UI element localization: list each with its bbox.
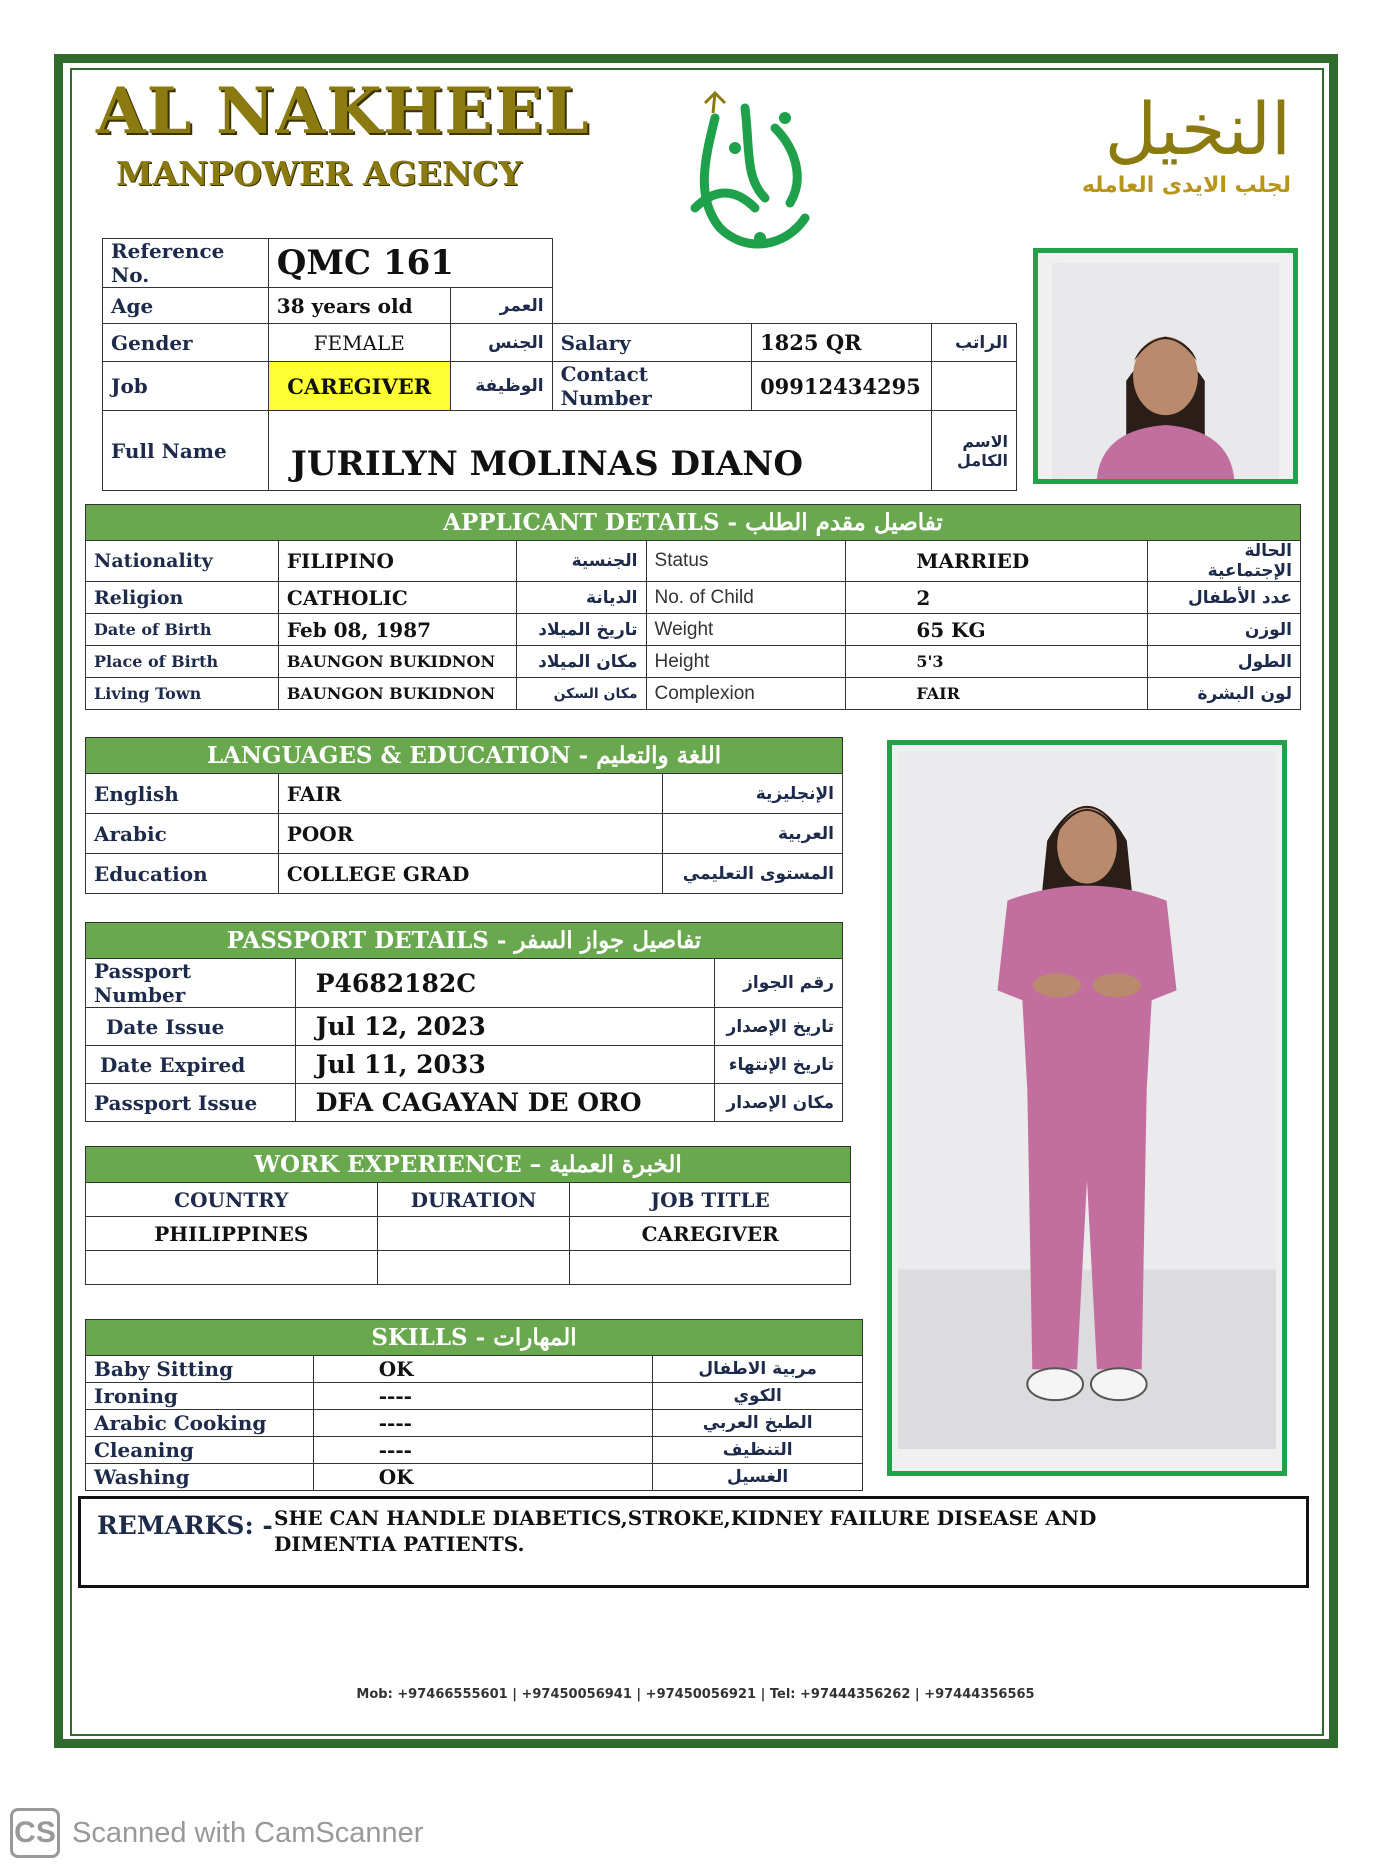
job-label: Job (103, 362, 269, 411)
weight-arabic: الوزن (1148, 614, 1301, 646)
skill-arabic-cooking-arabic: الطبخ العربي (653, 1410, 863, 1437)
table-row (86, 854, 843, 894)
camscanner-watermark (10, 1808, 423, 1858)
work-country: PHILIPPINES (86, 1217, 378, 1251)
full-body-photo (887, 740, 1287, 1476)
date-expired-label: Date Expired (86, 1046, 296, 1084)
reference-value: QMC 161 (268, 239, 552, 288)
date-expired-arabic: تاريخ الإنتهاء (715, 1046, 843, 1084)
table-row (86, 1437, 863, 1464)
table-row (86, 1356, 863, 1383)
children-value: 2 (846, 582, 1148, 614)
nationality-label: Nationality (86, 541, 279, 582)
skill-ironing-label: Ironing (86, 1383, 314, 1410)
agency-logo-english (96, 74, 590, 193)
fullname-value: JURILYN MOLINAS DIANO (268, 411, 931, 491)
skill-arabic-cooking-label: Arabic Cooking (86, 1410, 314, 1437)
remarks-box (78, 1496, 1309, 1588)
skill-washing-label: Washing (86, 1464, 314, 1491)
skill-ironing-value: ---- (313, 1383, 653, 1410)
skill-baby-sitting-arabic: مربية الاطفال (653, 1356, 863, 1383)
remarks-label: REMARKS: - (97, 1511, 273, 1540)
salary-label: Salary (552, 324, 751, 362)
work-duration (377, 1217, 570, 1251)
children-arabic: عدد الأطفال (1148, 582, 1301, 614)
camscanner-text: Scanned with CamScanner (72, 1816, 424, 1849)
table-row (86, 1046, 843, 1084)
passport-section-title: PASSPORT DETAILS - تفاصيل جواز السفر (86, 923, 843, 959)
agency-logo-arabic (1081, 87, 1291, 199)
table-row (86, 774, 843, 814)
col-job-title: JOB TITLE (570, 1183, 851, 1217)
dob-value: Feb 08, 1987 (278, 614, 516, 646)
table-row (86, 1084, 843, 1122)
agency-name: AL NAKHEEL (96, 74, 590, 149)
skill-baby-sitting-label: Baby Sitting (86, 1356, 314, 1383)
work-country (86, 1251, 378, 1285)
skill-cleaning-value: ---- (313, 1437, 653, 1464)
religion-arabic: الديانة (516, 582, 646, 614)
children-label: No. of Child (646, 582, 846, 614)
complexion-label: Complexion (646, 678, 846, 710)
gender-arabic: الجنس (450, 324, 552, 362)
religion-label: Religion (86, 582, 279, 614)
work-experience-table (85, 1146, 851, 1285)
fullname-label: Full Name (103, 411, 269, 491)
job-value: CAREGIVER (268, 362, 450, 411)
table-row (86, 1217, 851, 1251)
skill-cleaning-label: Cleaning (86, 1437, 314, 1464)
applicant-section-title: APPLICANT DETAILS - تفاصيل مقدم الطلب (86, 505, 1301, 541)
weight-value: 65 KG (846, 614, 1148, 646)
arabic-value: POOR (278, 814, 662, 854)
profile-table (102, 238, 1017, 491)
nationality-arabic: الجنسية (516, 541, 646, 582)
religion-value: CATHOLIC (278, 582, 516, 614)
languages-table (85, 737, 843, 894)
languages-section-title: LANGUAGES & EDUCATION - اللغة والتعليم (86, 738, 843, 774)
height-value: 5'3 (846, 646, 1148, 678)
table-row (86, 646, 1301, 678)
height-arabic: الطول (1148, 646, 1301, 678)
arabic-arabic: العربية (663, 814, 843, 854)
work-section-title: WORK EXPERIENCE – الخبرة العملية (86, 1147, 851, 1183)
table-row (86, 1251, 851, 1285)
col-duration: DURATION (377, 1183, 570, 1217)
table-row (86, 814, 843, 854)
applicant-details-table (85, 504, 1301, 710)
footer-contacts: Mob: +97466555601 | +97450056941 | +97450056921 | Tel: +97444356262 | +97444356565 (356, 1687, 1035, 1702)
passport-issue-arabic: مكان الإصدار (715, 1084, 843, 1122)
passport-number-label: Passport Number (86, 959, 296, 1008)
salary-value: 1825 QR (752, 324, 932, 362)
weight-label: Weight (646, 614, 846, 646)
age-value: 38 years old (268, 288, 450, 324)
living-town-label: Living Town (86, 678, 279, 710)
complexion-value: FAIR (846, 678, 1148, 710)
skill-washing-value: OK (313, 1464, 653, 1491)
education-value: COLLEGE GRAD (278, 854, 662, 894)
skill-ironing-arabic: الكوي (653, 1383, 863, 1410)
skill-baby-sitting-value: OK (313, 1356, 653, 1383)
arabic-label: Arabic (86, 814, 279, 854)
status-label: Status (646, 541, 846, 582)
dob-arabic: تاريخ الميلاد (516, 614, 646, 646)
dob-label: Date of Birth (86, 614, 279, 646)
pob-arabic: مكان الميلاد (516, 646, 646, 678)
education-arabic: المستوى التعليمي (663, 854, 843, 894)
work-job: CAREGIVER (570, 1217, 851, 1251)
passport-issue-value: DFA CAGAYAN DE ORO (295, 1084, 714, 1122)
date-issue-arabic: تاريخ الإصدار (715, 1008, 843, 1046)
table-row (86, 582, 1301, 614)
full-body-portrait-icon (898, 751, 1276, 1449)
work-duration (377, 1251, 570, 1285)
fullname-arabic: الاسم الكامل (932, 411, 1017, 491)
age-label: Age (103, 288, 269, 324)
table-row (86, 614, 1301, 646)
nationality-value: FILIPINO (278, 541, 516, 582)
passport-table (85, 922, 843, 1122)
remarks-value: SHE CAN HANDLE DIABETICS,STROKE,KIDNEY FAILURE DISEASE AND DIMENTIA PATIENTS. (274, 1506, 1097, 1556)
age-arabic: العمر (450, 288, 552, 324)
skills-section-title: SKILLS - المهارات (86, 1320, 863, 1356)
gender-label: Gender (103, 324, 269, 362)
english-value: FAIR (278, 774, 662, 814)
skills-table (85, 1319, 863, 1491)
complexion-arabic: لون البشرة (1148, 678, 1301, 710)
camscanner-badge-icon: CS (10, 1808, 60, 1858)
table-row (86, 1410, 863, 1437)
status-value: MARRIED (846, 541, 1148, 582)
table-row (86, 1008, 843, 1046)
headshot-photo (1033, 248, 1298, 484)
english-arabic: الإنجليزية (663, 774, 843, 814)
skill-cleaning-arabic: التنظيف (653, 1437, 863, 1464)
date-expired-value: Jul 11, 2033 (295, 1046, 714, 1084)
living-town-arabic: مكان السكن (516, 678, 646, 710)
salary-arabic: الراتب (932, 324, 1017, 362)
table-row (86, 1464, 863, 1491)
skill-washing-arabic: الغسيل (653, 1464, 863, 1491)
contact-value: 09912434295 (752, 362, 932, 411)
table-row (86, 678, 1301, 710)
col-country: COUNTRY (86, 1183, 378, 1217)
date-issue-value: Jul 12, 2023 (295, 1008, 714, 1046)
education-label: Education (86, 854, 279, 894)
palm-calligraphy-logo-icon (675, 88, 835, 258)
contact-label: Contact Number (552, 362, 751, 411)
pob-value: BAUNGON BUKIDNON (278, 646, 516, 678)
english-label: English (86, 774, 279, 814)
table-row (86, 541, 1301, 582)
passport-issue-label: Passport Issue (86, 1084, 296, 1122)
work-job (570, 1251, 851, 1285)
living-town-value: BAUNGON BUKIDNON (278, 678, 516, 710)
passport-number-value: P4682182C (295, 959, 714, 1008)
status-arabic: الحالة الإجتماعية (1148, 541, 1301, 582)
table-row (86, 959, 843, 1008)
headshot-portrait-icon (1052, 263, 1279, 479)
agency-subtitle: MANPOWER AGENCY (116, 154, 522, 193)
pob-label: Place of Birth (86, 646, 279, 678)
skill-arabic-cooking-value: ---- (313, 1410, 653, 1437)
agency-name-arabic: النخيل (1104, 87, 1291, 171)
passport-number-arabic: رقم الجواز (715, 959, 843, 1008)
height-label: Height (646, 646, 846, 678)
reference-label: Reference No. (103, 239, 269, 288)
table-row (86, 1383, 863, 1410)
gender-value: FEMALE (268, 324, 450, 362)
agency-subtitle-arabic: لجلب الايدى العامله (1081, 173, 1291, 199)
job-arabic: الوظيفة (450, 362, 552, 411)
date-issue-label: Date Issue (86, 1008, 296, 1046)
